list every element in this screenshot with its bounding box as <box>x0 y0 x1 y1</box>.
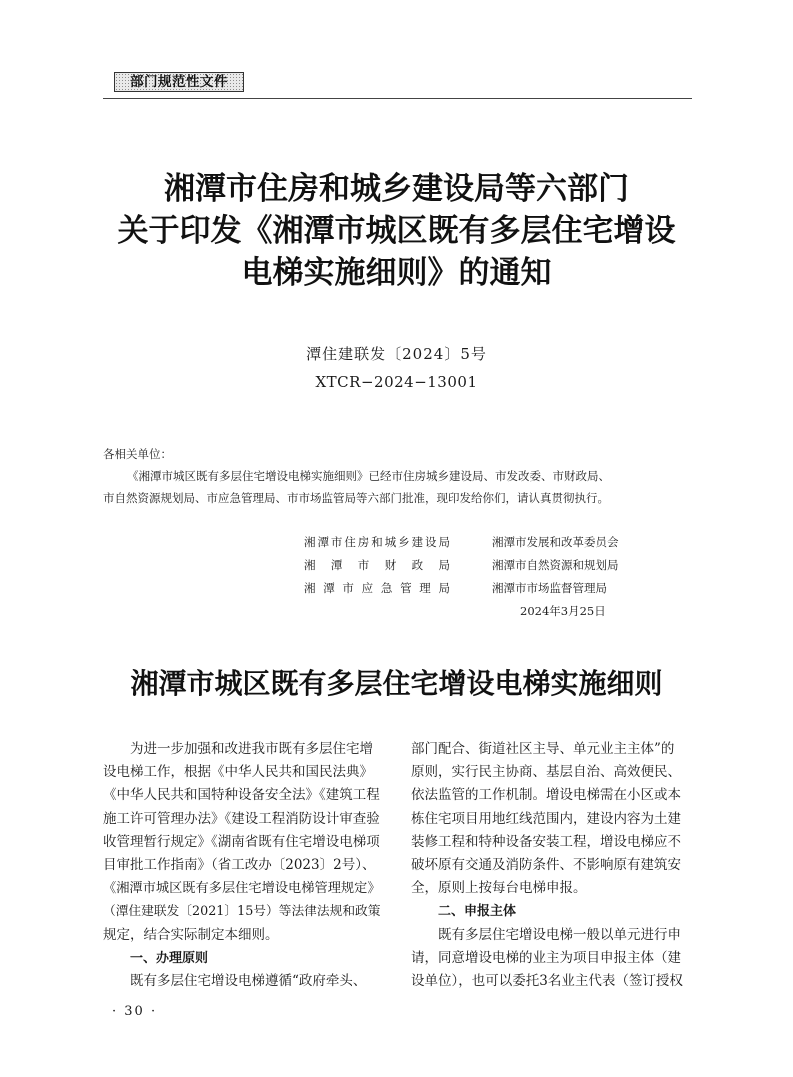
paragraph-line: 收管理暂行规定》《湖南省既有住宅增设电梯项 <box>103 833 380 850</box>
issue-date: 2024年3月25日 <box>520 604 606 618</box>
notice-title <box>60 168 733 294</box>
notice-body-line: 《湘潭市城区既有多层住宅增设电梯实施细则》已经市住房城乡建设局、市发改委、市财政局、 <box>127 469 610 483</box>
paragraph-line: 设单位），也可以委托3名业主代表（签订授权 <box>411 973 683 990</box>
rules-title: 湘潭市城区既有多层住宅增设电梯实施细则 <box>130 667 663 700</box>
notice-body-line: 市自然资源规划局、市应急管理局、市市场监管局等六部门批准，现印发给你们，请认真贯彻执行。 <box>103 491 609 505</box>
paragraph-line: 栋住宅项目用地红线范围内，建设内容为土建 <box>411 810 681 827</box>
signer-name: 湘潭市发展和改革委员会 <box>492 535 619 549</box>
signer-row <box>304 531 664 554</box>
body-column-left <box>103 738 384 993</box>
notice-title-line: 关于印发《湘潭市城区既有多层住宅增设 <box>117 213 676 249</box>
notice-title-line: 湘潭市住房和城乡建设局等六部门 <box>164 171 629 207</box>
paragraph-line: 目审批工作指南》（省工改办〔2023〕2号）、 <box>103 857 376 874</box>
paragraph-line: （潭住建联发〔2021〕15号）等法律法规和政策 <box>103 904 381 920</box>
signer-name: 湘潭市自然资源和规划局 <box>492 558 619 572</box>
signer-name: 湘潭市应急管理局 <box>304 581 450 595</box>
page-number: · 30 · <box>112 1004 158 1019</box>
signer-name: 湘潭市市场监督管理局 <box>492 581 607 595</box>
category-tag: 部门规范性文件 <box>114 72 244 92</box>
section-heading: 一、办理原则 <box>130 950 209 966</box>
document-number: 潭住建联发〔2024〕5号 <box>306 345 487 363</box>
notice-title-line: 电梯实施细则》的通知 <box>241 255 552 291</box>
signers-block <box>304 531 664 623</box>
signer-name: 湘潭市财政局 <box>304 558 450 572</box>
section-heading: 二、申报主体 <box>438 904 517 920</box>
paragraph-line: 依法监管的工作机制。增设电梯需在小区或本 <box>411 787 681 804</box>
paragraph-line: 破坏原有交通及消防条件、不影响原有建筑安 <box>411 857 681 874</box>
paragraph-line: 规定，结合实际制定本细则。 <box>103 926 279 943</box>
paragraph-line: 原则，实行民主协商、基层自治、高效便民、 <box>411 764 681 781</box>
document-code: XTCR−2024−13001 <box>315 373 478 391</box>
paragraph-line: 既有多层住宅增设电梯一般以单元进行申 <box>438 926 681 943</box>
paragraph-line: 请，同意增设电梯的业主为项目申报主体（建 <box>411 949 681 966</box>
paragraph-line: 设电梯工作，根据《中华人民共和国民法典》 <box>103 764 373 781</box>
paragraph-line: 部门配合、街道社区主导、单元业主主体”的 <box>411 741 675 757</box>
paragraph-line: 施工许可管理办法》《建设工程消防设计审查验 <box>103 810 380 827</box>
signer-row <box>304 554 664 577</box>
paragraph-line: 《湘潭市城区既有多层住宅增设电梯管理规定》 <box>103 881 381 897</box>
paragraph-line: 《中华人民共和国特种设备安全法》《建筑工程 <box>103 787 380 804</box>
signer-row <box>304 577 664 600</box>
notice-body <box>103 443 693 509</box>
paragraph-line: 为进一步加强和改进我市既有多层住宅增 <box>130 741 373 757</box>
paragraph-line: 装修工程和特种设备安装工程，增设电梯应不 <box>411 833 681 850</box>
body-column-right <box>411 738 693 993</box>
header-divider <box>103 98 692 99</box>
signer-name: 湘潭市住房和城乡建设局 <box>304 535 450 549</box>
salutation: 各相关单位： <box>103 447 172 461</box>
paragraph-line: 全，原则上按每台电梯申报。 <box>411 880 587 897</box>
paragraph-line: 既有多层住宅增设电梯遵循“政府牵头、 <box>130 973 367 990</box>
